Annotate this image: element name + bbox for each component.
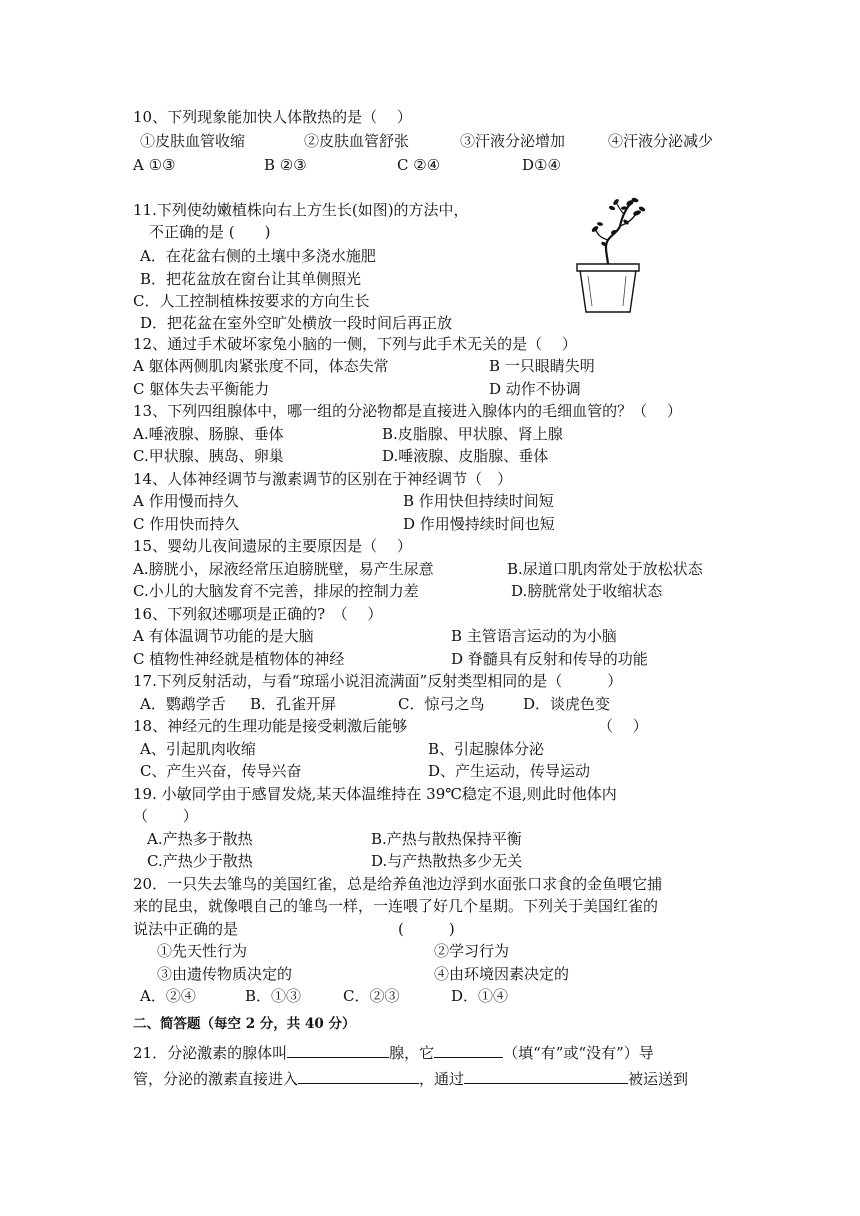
- q12-option-b: B 一只眼睛失明: [489, 357, 595, 375]
- q18-answer-paren: （ ）: [598, 717, 648, 735]
- q13-stem: 13、下列四组腺体中，哪一组的分泌物都是直接进入腺体内的毛细血管的？（ ）: [133, 402, 682, 420]
- q20-answer-paren: ( ): [398, 920, 455, 938]
- q18-option-b: B、引起腺体分泌: [428, 740, 545, 758]
- q19-option-a: A.产热多于散热: [147, 830, 253, 848]
- q10-option-a: A ①③: [133, 156, 176, 174]
- q20-stem: 说法中正确的是: [133, 920, 239, 938]
- q17-option-a: A．鹦鹉学舌: [140, 695, 226, 713]
- q19-stem: 19. 小敏同学由于感冒发烧,某天体温维持在 39℃稳定不退,则此时他体内: [133, 785, 617, 803]
- q20-option-b: B．①③: [245, 987, 302, 1005]
- q21-blank-duct[interactable]: [434, 1040, 503, 1058]
- q15-option-b: B.尿道口肌肉常处于放松状态: [507, 560, 703, 578]
- q13-option-c: C.甲状腺、胰岛、卵巢: [133, 447, 284, 465]
- q10-option-d: D①④: [522, 156, 561, 174]
- q10-item: ②皮肤血管舒张: [304, 132, 410, 150]
- q13-option-b: B.皮脂腺、甲状腺、肾上腺: [382, 425, 563, 443]
- q11-option-b: B．把花盆放在窗台让其单侧照光: [140, 270, 362, 288]
- q15-option-d: D.膀胱常处于收缩状态: [511, 582, 663, 600]
- q10-stem: 10、下列现象能加快人体散热的是（ ）: [133, 108, 412, 126]
- q21-blank-transport[interactable]: [464, 1066, 628, 1084]
- q18-option-d: D、产生运动，传导运动: [428, 762, 591, 780]
- q11-stem: 不正确的是 ( ): [149, 223, 271, 241]
- q17-stem: 17.下列反射活动，与看“琼瑶小说泪流满面”反射类型相同的是（ ）: [133, 672, 623, 690]
- q14-stem: 14、人体神经调节与激素调节的区别在于神经调节（ ）: [133, 470, 513, 488]
- q11-option-a: A．在花盆右侧的土壤中多浇水施肥: [140, 247, 376, 265]
- q21-text: 21．分泌激素的腺体叫: [133, 1044, 288, 1062]
- q16-option-a: A 有体温调节功能的是大脑: [133, 627, 314, 645]
- q10-item: ③汗液分泌增加: [460, 132, 566, 150]
- q13-option-d: D.唾液腺、皮脂腺、垂体: [382, 447, 549, 465]
- q10-item: ④汗液分泌减少: [608, 132, 714, 150]
- q15-stem: 15、婴幼儿夜间遗尿的主要原因是（ ）: [133, 537, 412, 555]
- q12-option-c: C 躯体失去平衡能力: [133, 380, 270, 398]
- q14-option-a: A 作用慢而持久: [133, 492, 239, 510]
- q18-stem: 18、神经元的生理功能是接受刺激后能够: [133, 717, 408, 735]
- q10-option-c: C ②④: [397, 156, 441, 174]
- q21-line1: [133, 1040, 654, 1063]
- section-heading: 二、简答题（每空 2 分，共 40 分）: [133, 1016, 356, 1032]
- q20-item: ④由环境因素决定的: [434, 965, 570, 983]
- q16-option-c: C 植物性神经就是植物体的神经: [133, 650, 345, 668]
- q12-stem: 12、通过手术破坏家兔小脑的一侧，下列与此手术无关的是（ ）: [133, 335, 577, 353]
- q11-stem: 11.下列使幼嫩植株向右上方生长(如图)的方法中，: [133, 201, 469, 219]
- q17-option-d: D．谈虎色变: [523, 695, 611, 713]
- q20-stem: 20．一只失去雏鸟的美国红雀，总是给养鱼池边浮到水面张口求食的金鱼喂它捕: [133, 875, 663, 893]
- q21-blank-gland-name[interactable]: [287, 1040, 389, 1058]
- q15-option-a: A.膀胱小，尿液经常压迫膀胱壁，易产生尿意: [133, 560, 434, 578]
- q14-option-d: D 作用慢持续时间也短: [403, 515, 555, 533]
- q21-text: 管，分泌的激素直接进入: [133, 1070, 299, 1088]
- q16-stem: 16、下列叙述哪项是正确的? （ ）: [133, 605, 383, 623]
- q15-option-c: C.小儿的大脑发育不完善，排尿的控制力差: [133, 582, 419, 600]
- q20-item: ①先天性行为: [157, 942, 248, 960]
- q21-text: ，通过: [419, 1070, 465, 1088]
- potted-plant-illustration: [574, 196, 670, 316]
- q21-text: 腺，它: [389, 1044, 435, 1062]
- q18-option-a: A、引起肌肉收缩: [140, 740, 256, 758]
- q17-option-c: C．惊弓之鸟: [398, 695, 485, 713]
- q13-option-a: A.唾液腺、肠腺、垂体: [133, 425, 284, 443]
- q20-stem: 来的昆虫，就像喂自己的雏鸟一样，一连喂了好几个星期。下列关于美国红雀的: [133, 897, 659, 915]
- q19-option-d: D.与产热散热多少无关: [371, 852, 523, 870]
- q14-option-c: C 作用快而持久: [133, 515, 240, 533]
- q10-option-b: B ②③: [264, 156, 307, 174]
- q21-text: 被运送到: [628, 1070, 689, 1088]
- q19-stem: （ ）: [133, 807, 198, 825]
- q12-option-a: A 躯体两侧肌肉紧张度不同，体态失常: [133, 357, 389, 375]
- q14-option-b: B 作用快但持续时间短: [403, 492, 554, 510]
- q19-option-b: B.产热与散热保持平衡: [371, 830, 522, 848]
- q20-item: ③由遗传物质决定的: [157, 965, 293, 983]
- q16-option-b: B 主管语言运动的为小脑: [451, 627, 617, 645]
- q20-item: ②学习行为: [434, 942, 510, 960]
- q10-item: ①皮肤血管收缩: [140, 132, 246, 150]
- q20-option-a: A．②④: [140, 987, 196, 1005]
- q20-option-d: D．①④: [451, 987, 509, 1005]
- q20-option-c: C．②③: [343, 987, 400, 1005]
- q12-option-d: D 动作不协调: [489, 380, 581, 398]
- q11-option-d: D．把花盆在室外空旷处横放一段时间后再正放: [140, 314, 453, 332]
- q17-option-b: B．孔雀开屏: [250, 695, 337, 713]
- q16-option-d: D 脊髓具有反射和传导的功能: [451, 650, 648, 668]
- q21-blank-enter[interactable]: [298, 1066, 419, 1084]
- q19-option-c: C.产热少于散热: [147, 852, 253, 870]
- q21-text: （填“有”或“没有”）导: [503, 1044, 654, 1062]
- q21-line2: [133, 1066, 688, 1089]
- q18-option-c: C、产生兴奋，传导兴奋: [140, 762, 302, 780]
- q11-option-c: C．人工控制植株按要求的方向生长: [133, 292, 370, 310]
